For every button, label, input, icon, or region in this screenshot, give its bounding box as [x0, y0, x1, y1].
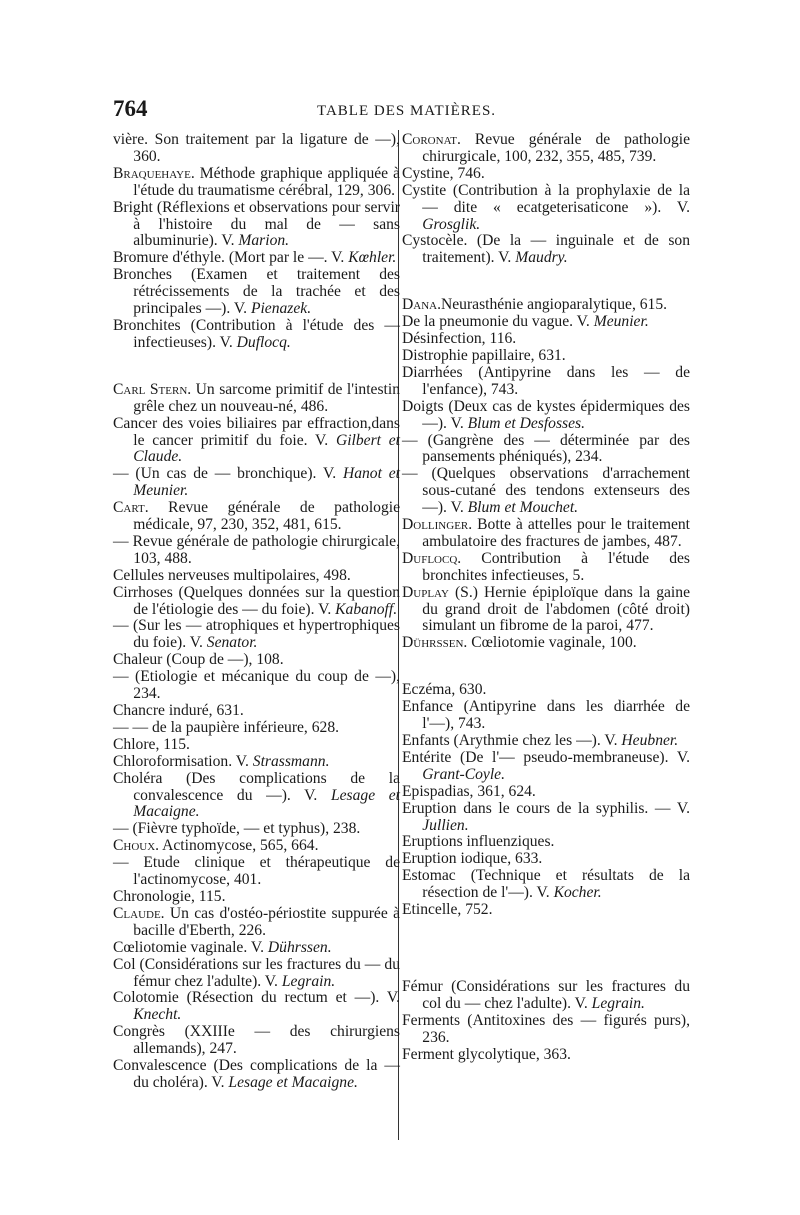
entry-text: Bromure d'éthyle. (Mort par le —. V.: [113, 249, 349, 267]
entry-text: Méthode graphique appliquée à l'étude du traumatisme cérébral, 129, 306.: [133, 164, 400, 199]
index-entry: [402, 466, 690, 517]
page-number: 764: [113, 96, 148, 121]
index-entry: [402, 868, 690, 902]
entry-text: Revue générale de pathologie chirurgicale, 100, 232, 355, 485, 739.: [422, 131, 690, 165]
entry-text: Cœliotomie vaginale. V.: [113, 938, 268, 956]
entry-text: Revue générale de pathologie médicale, 97, 230, 352, 481, 615.: [133, 499, 400, 534]
entry-reference-author: Grosglik.: [422, 215, 481, 233]
index-entry: [402, 585, 690, 636]
entry-text: Ferment glycolytique, 363.: [402, 1045, 571, 1063]
entry-text: Choléra (Des complications de la convalescence du —). V.: [113, 769, 400, 804]
index-entry: [402, 801, 690, 835]
entry-text: Colotomie (Résection du rectum et —). V.: [113, 989, 400, 1007]
entry-text: — (Gangrène des — déterminée par des pansements phéniqués), 234.: [402, 431, 690, 466]
entry-text: Bright (Réflexions et observations pour servir à l'histoire du mal de — sans albuminurie). V.: [113, 198, 400, 250]
letter-section-gap: [402, 652, 690, 682]
entry-author-lead: Cart.: [113, 499, 149, 517]
entry-text: Botte à attelles pour le traitement ambulatoire des fractures de jambes, 487.: [422, 516, 690, 550]
index-entry: [113, 382, 400, 416]
index-entry: [402, 750, 690, 784]
index-entry: [113, 652, 400, 669]
entry-author-lead: Duflocq.: [402, 549, 462, 567]
index-entry: [113, 889, 400, 906]
entry-text: — (Un cas de — bronchique). V.: [113, 465, 343, 483]
page-header: [113, 96, 705, 122]
entry-text: Enfance (Antipyrine dans les diarrhée de l'—), 743.: [402, 698, 690, 733]
entry-text: Cirrhoses (Quelques données sur la question de l'étiologie des — du foie). V.: [113, 583, 400, 618]
entry-reference-author: Dührssen.: [267, 938, 332, 956]
entry-author-lead: Duplay: [402, 583, 449, 601]
entry-text: — (Fièvre typhoïde, — et typhus), 238.: [113, 820, 361, 838]
index-entry: [402, 517, 690, 551]
entry-text: Bronches (Examen et traitement des rétrécissements de la trachée et des principales —). V.: [113, 266, 400, 318]
entry-author-lead: Carl Stern.: [113, 380, 192, 398]
entry-reference-author: Blum et Mouchet.: [467, 499, 579, 517]
entry-text: (S.) Hernie épiploïque dans la gaine du grand droit de l'abdomen (côté droit) simulant un fibrome de la paroi, 477.: [422, 583, 690, 635]
entry-text: Chlore, 115.: [113, 735, 190, 753]
index-entry: [402, 348, 690, 365]
entry-reference-author: Kocher.: [553, 884, 602, 902]
entry-author-lead: Claude.: [113, 904, 165, 922]
entry-reference-author: Senator.: [206, 634, 258, 652]
entry-text: Fémur (Considérations sur les fractures du col du — chez l'adulte). V.: [402, 977, 690, 1012]
index-entry: [113, 940, 400, 957]
entry-text: vière. Son traitement par la ligature de —), 360.: [113, 131, 400, 165]
entry-author-lead: Coronat.: [402, 131, 461, 148]
entry-text: Actinomycose, 565, 664.: [159, 837, 319, 855]
entry-text: — (Quelques observations d'arrachement sous-cutané des tendons extenseurs des —). V.: [402, 465, 690, 517]
entry-reference-author: Meunier.: [593, 313, 649, 331]
letter-section-gap: [113, 352, 400, 382]
index-entry: [402, 682, 690, 699]
entry-text: Chloroformisation. V.: [113, 752, 253, 770]
entry-text: Ferments (Antitoxines des — figurés purs), 236.: [402, 1011, 690, 1046]
index-entry: [402, 233, 690, 267]
entry-text: Cystine, 746.: [402, 164, 485, 182]
entry-reference-author: Marion.: [238, 232, 290, 250]
entry-reference-author: Lesage et Macaigne.: [133, 786, 400, 821]
letter-section-gap: [402, 949, 690, 979]
entry-text: Chancre induré, 631.: [113, 702, 244, 719]
index-entry: [113, 906, 400, 940]
entry-text: Eczéma, 630.: [402, 681, 487, 699]
index-entry: [113, 166, 400, 200]
index-entry: [113, 466, 400, 500]
entry-text: Etincelle, 752.: [402, 901, 493, 919]
index-entry: [402, 635, 690, 652]
entry-author-lead: Dührssen.: [402, 634, 468, 652]
entry-text: Congrès (XXIIIe — des chirurgiens allemands), 247.: [113, 1023, 400, 1058]
index-entry: [402, 183, 690, 234]
entry-text: Cancer des voies biliaires par effraction,dans le cancer primitif du foie. V.: [113, 414, 400, 449]
index-entry: [113, 957, 400, 991]
index-entry: [113, 855, 400, 889]
index-entry: [113, 534, 400, 568]
entry-text: Désinfection, 116.: [402, 330, 517, 348]
entry-reference-author: Strassmann.: [252, 752, 330, 770]
entry-text: Un sarcome primitif de l'intestin grêle chez un nouveau-né, 486.: [133, 380, 400, 415]
entry-text: — Revue générale de pathologie chirurgicale, 103, 488.: [113, 532, 400, 567]
index-entry: [402, 902, 690, 919]
entry-reference-author: Heubner.: [621, 732, 679, 749]
index-entry: [402, 834, 690, 851]
entry-author-lead: Braquehaye.: [113, 164, 195, 182]
entry-reference-author: Grant-Coyle.: [422, 765, 505, 783]
index-entry: [402, 1047, 690, 1064]
entry-reference-author: Duflocq.: [236, 333, 291, 351]
index-entry: [113, 1024, 400, 1058]
index-entry: [113, 838, 400, 855]
entry-text: Estomac (Technique et résultats de la résection de l'—). V.: [402, 867, 690, 902]
index-entry: [113, 267, 400, 318]
index-entry: [402, 297, 690, 314]
entry-reference-author: Blum et Desfosses.: [467, 414, 585, 432]
entry-reference-author: Pienazek.: [250, 300, 312, 318]
entry-text: Doigts (Deux cas de kystes épidermiques des —). V.: [402, 397, 690, 432]
entry-reference-author: Lesage et Macaigne.: [228, 1073, 358, 1091]
index-entry: [113, 132, 400, 166]
entry-text: Chronologie, 115.: [113, 887, 226, 905]
entry-text: Col (Considérations sur les fractures du — du fémur chez l'adulte). V.: [113, 955, 400, 990]
entry-reference-author: Kabanoff.: [335, 600, 398, 618]
entry-author-lead: Choux.: [113, 837, 160, 855]
entry-text: Neurasthénie angioparalytique, 615.: [441, 296, 668, 314]
entry-author-lead: Dollinger.: [402, 516, 473, 534]
index-entry: [113, 821, 400, 838]
entry-text: Entérite (De l'— pseudo-membraneuse). V.: [402, 748, 690, 766]
index-entry: [402, 784, 690, 801]
running-title: TABLE DES MATIÈRES.: [317, 103, 497, 119]
index-entry: [402, 399, 690, 433]
index-entry: [402, 733, 690, 750]
entry-text: Contribution à l'étude des bronchites infectieuses, 5.: [422, 549, 690, 584]
entry-reference-author: Jullien.: [422, 816, 469, 834]
index-entry: [402, 365, 690, 399]
index-entry: [113, 568, 400, 585]
index-entry: [402, 314, 690, 331]
entry-text: Epispadias, 361, 624.: [402, 782, 536, 800]
entry-text: Diarrhées (Antipyrine dans les — de l'enfance), 743.: [402, 363, 690, 398]
entry-text: Enfants (Arythmie chez les —). V.: [402, 732, 622, 749]
index-entry: [113, 737, 400, 754]
index-entry: [402, 979, 690, 1013]
index-entry: [402, 132, 690, 166]
index-entry: [113, 1058, 400, 1092]
index-entry: [402, 331, 690, 348]
entry-reference-author: Knecht.: [133, 1006, 182, 1024]
index-entry: [113, 720, 400, 737]
entry-text: Convalescence (Des complications de la — du choléra). V.: [113, 1057, 400, 1091]
entry-text: Cystocèle. (De la — inguinale et de son traitement). V.: [402, 232, 690, 267]
letter-section-gap: [402, 267, 690, 297]
entry-text: — — de la paupière inférieure, 628.: [113, 718, 340, 736]
index-entry: [113, 416, 400, 467]
index-entry: [402, 166, 690, 183]
index-entry: [402, 851, 690, 868]
index-entry: [113, 618, 400, 652]
entry-author-lead: Dana.: [402, 296, 441, 314]
index-entry: [113, 990, 400, 1024]
entry-text: Bronchites (Contribution à l'étude des — infectieuses). V.: [113, 316, 400, 351]
index-entry: [113, 500, 400, 534]
entry-reference-author: Legrain.: [591, 994, 645, 1012]
entry-text: — Etude clinique et thérapeutique de l'actinomycose, 401.: [113, 854, 400, 889]
entry-text: De la pneumonie du vague. V.: [402, 313, 594, 331]
index-entry: [113, 771, 400, 822]
index-column-right: [402, 132, 690, 1064]
index-entry: [113, 703, 400, 720]
index-entry: [402, 1013, 690, 1047]
index-entry: [402, 699, 690, 733]
entry-text: Distrophie papillaire, 631.: [402, 346, 566, 364]
index-entry: [113, 318, 400, 352]
index-entry: [113, 754, 400, 771]
entry-text: — (Sur les — atrophiques et hypertrophiques du foie). V.: [113, 617, 400, 652]
entry-reference-author: Gilbert et Claude.: [133, 431, 400, 466]
index-entry: [113, 669, 400, 703]
index-entry: [402, 551, 690, 585]
index-entry: [113, 250, 400, 267]
entry-reference-author: Kœhler.: [348, 249, 397, 267]
entry-reference-author: Maudry.: [515, 249, 568, 267]
entry-text: Eruption iodique, 633.: [402, 850, 543, 868]
index-entry: [402, 433, 690, 467]
entry-text: Chaleur (Coup de —), 108.: [113, 651, 284, 669]
entry-reference-author: Legrain.: [281, 972, 336, 990]
letter-section-gap: [402, 919, 690, 949]
entry-text: Cœliotomie vaginale, 100.: [467, 634, 637, 652]
entry-text: — (Etiologie et mécanique du coup de —), 234.: [113, 668, 400, 703]
index-entry: [113, 585, 400, 619]
entry-text: Cellules nerveuses multipolaires, 498.: [113, 566, 351, 584]
entry-text: Eruptions influenziques.: [402, 833, 555, 851]
entry-reference-author: Hanot et Meunier.: [133, 465, 400, 500]
index-entry: [113, 200, 400, 251]
entry-text: Cystite (Contribution à la prophylaxie de la — dite « ecatgeterisaticone »). V.: [402, 181, 690, 216]
entry-text: Eruption dans le cours de la syphilis. — V.: [402, 799, 690, 817]
index-column-left: [113, 132, 400, 1092]
entry-text: Un cas d'ostéo-périostite suppurée à bacille d'Eberth, 226.: [133, 904, 400, 939]
